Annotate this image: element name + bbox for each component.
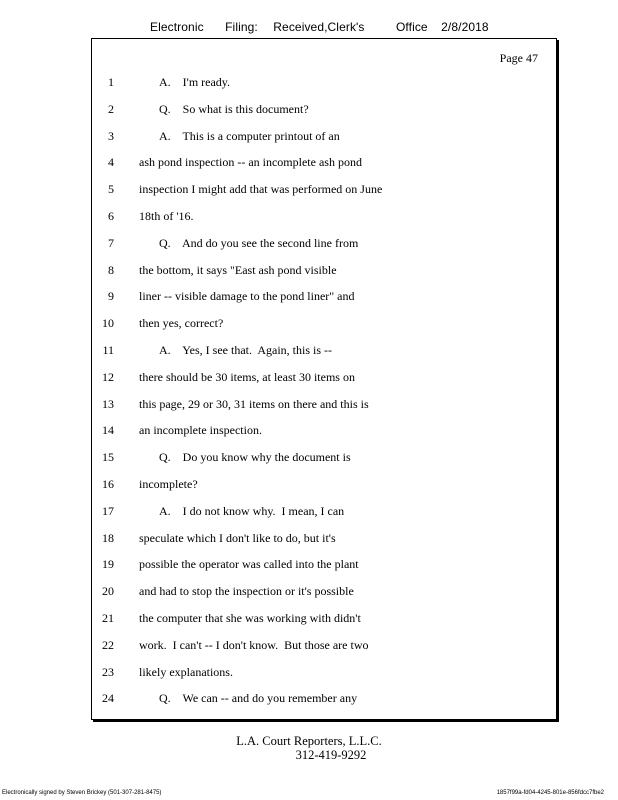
line-number: 2 — [108, 101, 114, 116]
line-text: 18th of '16. — [139, 209, 194, 223]
line-text: A. I do not know why. I mean, I can — [159, 503, 345, 518]
line-text: Q. And do you see the second line from — [159, 235, 359, 250]
page-number: Page 47 — [499, 51, 538, 65]
line-number: 5 — [108, 182, 114, 197]
line-text: possible the operator was called into the plant — [139, 557, 359, 572]
transcript-line — [92, 289, 556, 305]
transcript-line — [92, 236, 556, 252]
transcript-line — [92, 531, 556, 547]
line-text: speculate which I don't like to do, but it's — [139, 530, 336, 545]
line-number: 17 — [102, 503, 114, 518]
line-number: 4 — [108, 155, 114, 170]
transcript-line — [92, 75, 556, 91]
line-text: inspection I might add that was performed on June — [139, 182, 383, 197]
line-number: 19 — [102, 557, 114, 572]
line-number: 15 — [102, 450, 114, 465]
header-word-office: Office — [395, 20, 428, 34]
line-number: 20 — [102, 584, 114, 599]
footer — [0, 734, 618, 762]
line-text: liner -- visible damage to the pond liner" and — [139, 289, 355, 304]
footer-phone: 312-419-9292 — [295, 748, 367, 762]
line-text: this page, 29 or 30, 31 items on there and this is — [139, 396, 369, 411]
line-text: Q. So what is this document? — [159, 101, 309, 116]
transcript-line — [92, 316, 556, 332]
transcript-line — [92, 102, 556, 118]
line-number: 8 — [108, 262, 114, 277]
transcript-line — [92, 477, 556, 493]
transcript-line — [92, 343, 556, 359]
line-number: 6 — [108, 209, 114, 223]
line-text: Q. We can -- and do you remember any — [159, 691, 358, 706]
line-number: 22 — [102, 637, 114, 652]
transcript-line — [92, 691, 556, 707]
transcript-line — [92, 263, 556, 279]
electronic-signature: Electronically signed by Steven Brickey (501-307-281-8475) — [2, 790, 162, 796]
line-text: A. This is a computer printout of an — [159, 128, 340, 143]
line-text: an incomplete inspection. — [139, 423, 262, 438]
line-number: 18 — [102, 530, 114, 545]
transcript-line — [92, 504, 556, 520]
line-text: there should be 30 items, at least 30 items on — [139, 369, 355, 384]
transcript-line — [92, 584, 556, 600]
line-text: A. I'm ready. — [159, 75, 231, 89]
line-number: 23 — [102, 664, 114, 679]
line-number: 13 — [102, 396, 114, 411]
header-word-filing: Filing: — [225, 20, 258, 34]
line-text: ash pond inspection -- an incomplete ash pond — [139, 155, 362, 170]
line-number: 12 — [102, 369, 114, 384]
line-text: then yes, correct? — [139, 316, 224, 331]
line-text: and had to stop the inspection or it's possible — [139, 584, 354, 599]
transcript-line — [92, 557, 556, 573]
line-number: 24 — [102, 691, 114, 706]
line-text: Q. Do you know why the document is — [159, 450, 351, 465]
document-id: 1857f99a-fd04-4245-801e-856fdcc7fbe2 — [496, 790, 604, 796]
filing-header — [150, 20, 489, 34]
line-number: 16 — [102, 477, 114, 491]
transcript-line — [92, 450, 556, 466]
transcript-line — [92, 209, 556, 225]
header-date: 2/8/2018 — [441, 20, 489, 34]
transcript-line — [92, 665, 556, 681]
line-number: 21 — [102, 611, 114, 625]
transcript-line — [92, 370, 556, 386]
line-text: work. I can't -- I don't know. But those are two — [139, 637, 369, 652]
transcript-line — [92, 182, 556, 198]
transcript-line — [92, 397, 556, 413]
footer-company: L.A. Court Reporters, L.L.C. — [236, 734, 382, 748]
transcript-line — [92, 129, 556, 145]
line-text: the bottom, it says "East ash pond visible — [139, 262, 337, 277]
line-text: A. Yes, I see that. Again, this is -- — [159, 343, 332, 357]
transcript-page-frame — [91, 38, 557, 720]
line-text: likely explanations. — [139, 664, 233, 679]
header-word-received: Received,Clerk's — [273, 20, 365, 34]
transcript-line — [92, 638, 556, 654]
transcript-line — [92, 423, 556, 439]
line-text: incomplete? — [139, 477, 198, 491]
line-number: 9 — [108, 289, 114, 304]
header-word-electronic: Electronic — [150, 20, 204, 34]
transcript-line — [92, 155, 556, 171]
line-number: 1 — [108, 75, 114, 89]
line-number: 3 — [108, 128, 114, 143]
transcript-line — [92, 611, 556, 627]
line-number: 7 — [108, 235, 114, 250]
line-number: 10 — [102, 316, 114, 331]
line-number: 11 — [102, 343, 114, 357]
line-number: 14 — [102, 423, 114, 438]
line-text: the computer that she was working with didn't — [139, 611, 361, 625]
